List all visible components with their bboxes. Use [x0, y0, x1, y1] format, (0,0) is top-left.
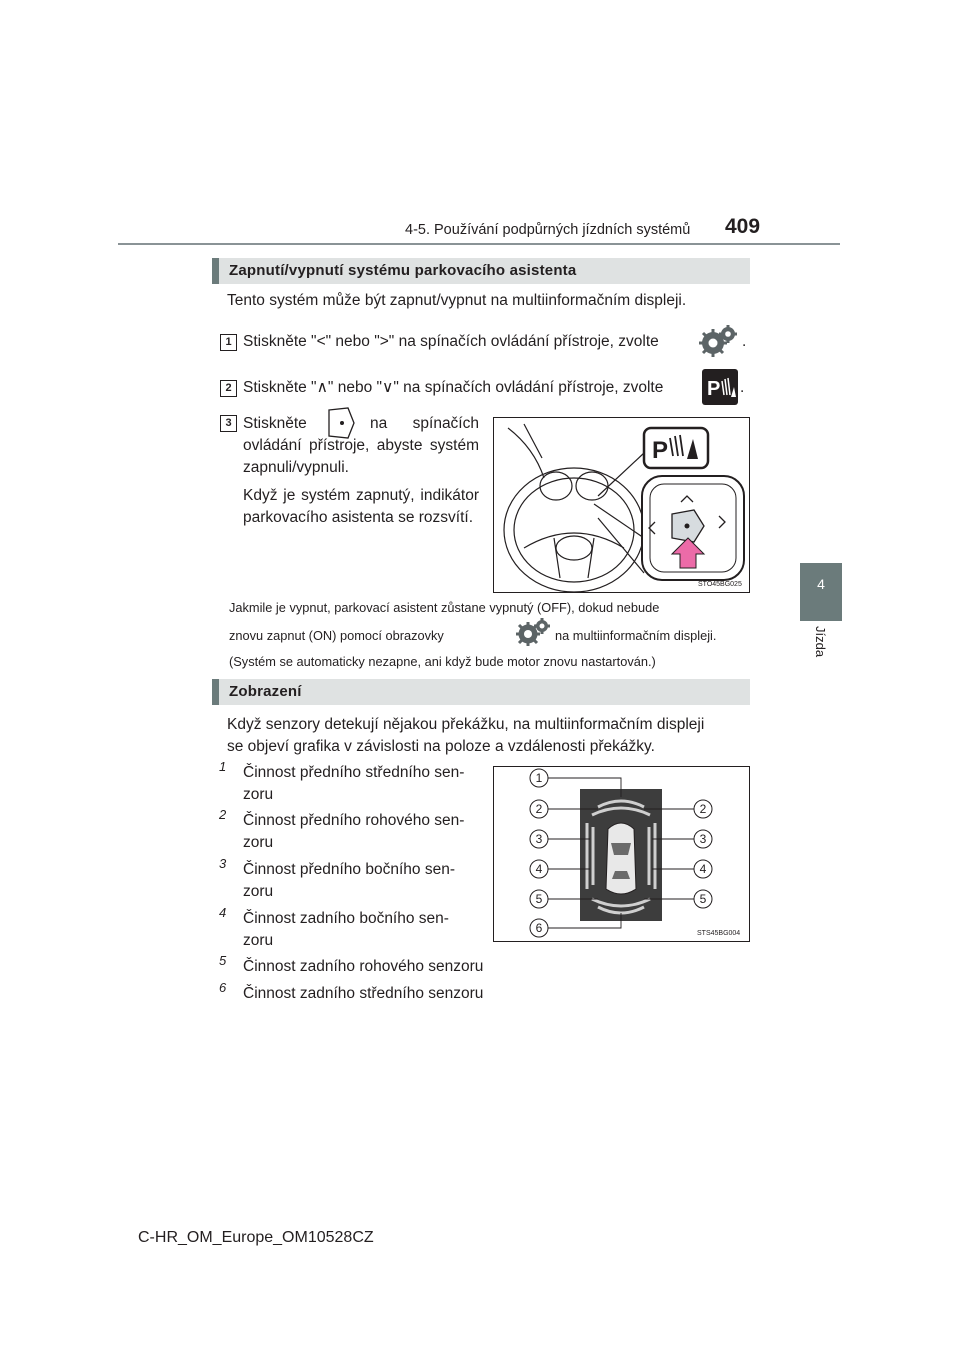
figure-code: STO45BG025 [698, 581, 742, 588]
step-number: 1 [220, 334, 237, 351]
callout-number: 2 [699, 802, 707, 816]
step-number: 2 [220, 380, 237, 397]
step-3-text-b: na spínačích ovládání přístroje, abyste systém zapnuli/vypnuli. [243, 415, 479, 476]
step-1-text: Stiskněte "<" nebo ">" na spínačích ovládání přístroje, zvolte [243, 333, 659, 350]
chapter-tab-number: 4 [817, 576, 825, 592]
item-4-line-1: Činnost zadního bočního sen- [243, 910, 449, 927]
section-heading-text: Zapnutí/vypnutí systému parkovacího asistenta [229, 262, 577, 279]
svg-text:P: P [652, 437, 669, 464]
item-5-line-1: Činnost zadního rohového senzoru [243, 958, 484, 975]
item-number: 3 [219, 856, 227, 871]
item-number: 6 [219, 980, 227, 995]
settings-gear-icon [514, 616, 554, 648]
callout-number: 2 [535, 802, 543, 816]
step-3-text-c: Když je systém zapnutý, indikátor parkovacího asistenta se rozsvítí. [243, 487, 479, 526]
page-number: 409 [725, 215, 761, 238]
item-number: 1 [219, 759, 227, 774]
section-heading-text: Zobrazení [229, 683, 302, 700]
sensor-display-illustration [494, 767, 749, 941]
chapter-tab-label [806, 620, 836, 680]
steering-switch-figure [493, 417, 750, 593]
section-heading-parking-assist [212, 258, 750, 284]
section-heading-display [212, 679, 750, 705]
item-number: 4 [219, 905, 227, 920]
note-line-2: znovu zapnut (ON) pomocí obrazovky [229, 628, 444, 643]
step-2-end: . [740, 379, 745, 396]
document-code: C-HR_OM_Europe_OM10528CZ [138, 1229, 374, 1246]
running-header-section: 4-5. Používání podpůrných jízdních systémů [405, 222, 691, 238]
step-1-end: . [742, 333, 747, 350]
section2-intro-line-2: se objeví grafika v závislosti na poloze a vzdálenosti překážky. [227, 738, 655, 755]
callout-number: 6 [535, 921, 543, 935]
callout-number: 5 [699, 892, 707, 906]
section2-intro-line-1: Když senzory detekují nějakou překážku, na multiinformačním displeji [227, 716, 705, 733]
item-3-line-1: Činnost předního bočního sen- [243, 861, 455, 878]
chapter-tab [800, 563, 842, 621]
svg-text:P: P [707, 378, 721, 400]
sensor-display-figure [493, 766, 750, 942]
chapter-tab-label-text: Jízda [813, 626, 828, 658]
callout-number: 4 [535, 862, 543, 876]
item-number: 5 [219, 953, 227, 968]
callout-number: 4 [699, 862, 707, 876]
callout-number: 5 [535, 892, 543, 906]
note-line-4: (Systém se automaticky nezapne, ani když bude motor znovu nastartován.) [229, 654, 656, 669]
callout-number: 3 [699, 832, 707, 846]
figure-code: STS45BG004 [697, 930, 741, 937]
item-1-line-2: zoru [243, 786, 274, 803]
callout-number: 3 [535, 832, 543, 846]
item-4-line-2: zoru [243, 932, 274, 949]
note-line-1: Jakmile je vypnut, parkovací asistent zůstane vypnutý (OFF), dokud nebude [229, 600, 660, 615]
header-rule [118, 243, 840, 245]
note-line-3: na multiinformačním displeji. [555, 628, 717, 643]
steering-wheel-illustration [494, 418, 749, 592]
step-3-text-a: Stiskněte [243, 415, 307, 432]
item-3-line-2: zoru [243, 883, 274, 900]
step-2-text: Stiskněte "∧" nebo "∨" na spínačích ovládání přístroje, zvolte [243, 379, 664, 396]
item-1-line-1: Činnost předního středního sen- [243, 764, 465, 781]
parking-assist-icon [702, 369, 738, 405]
step-number: 3 [220, 415, 237, 432]
item-2-line-1: Činnost předního rohového sen- [243, 812, 465, 829]
settings-gear-icon [697, 323, 741, 359]
section1-intro: Tento systém může být zapnut/vypnut na multiinformačním displeji. [227, 292, 687, 309]
item-6-line-1: Činnost zadního středního senzoru [243, 985, 484, 1002]
callout-number: 1 [535, 771, 543, 785]
item-number: 2 [219, 807, 227, 822]
item-2-line-2: zoru [243, 834, 274, 851]
